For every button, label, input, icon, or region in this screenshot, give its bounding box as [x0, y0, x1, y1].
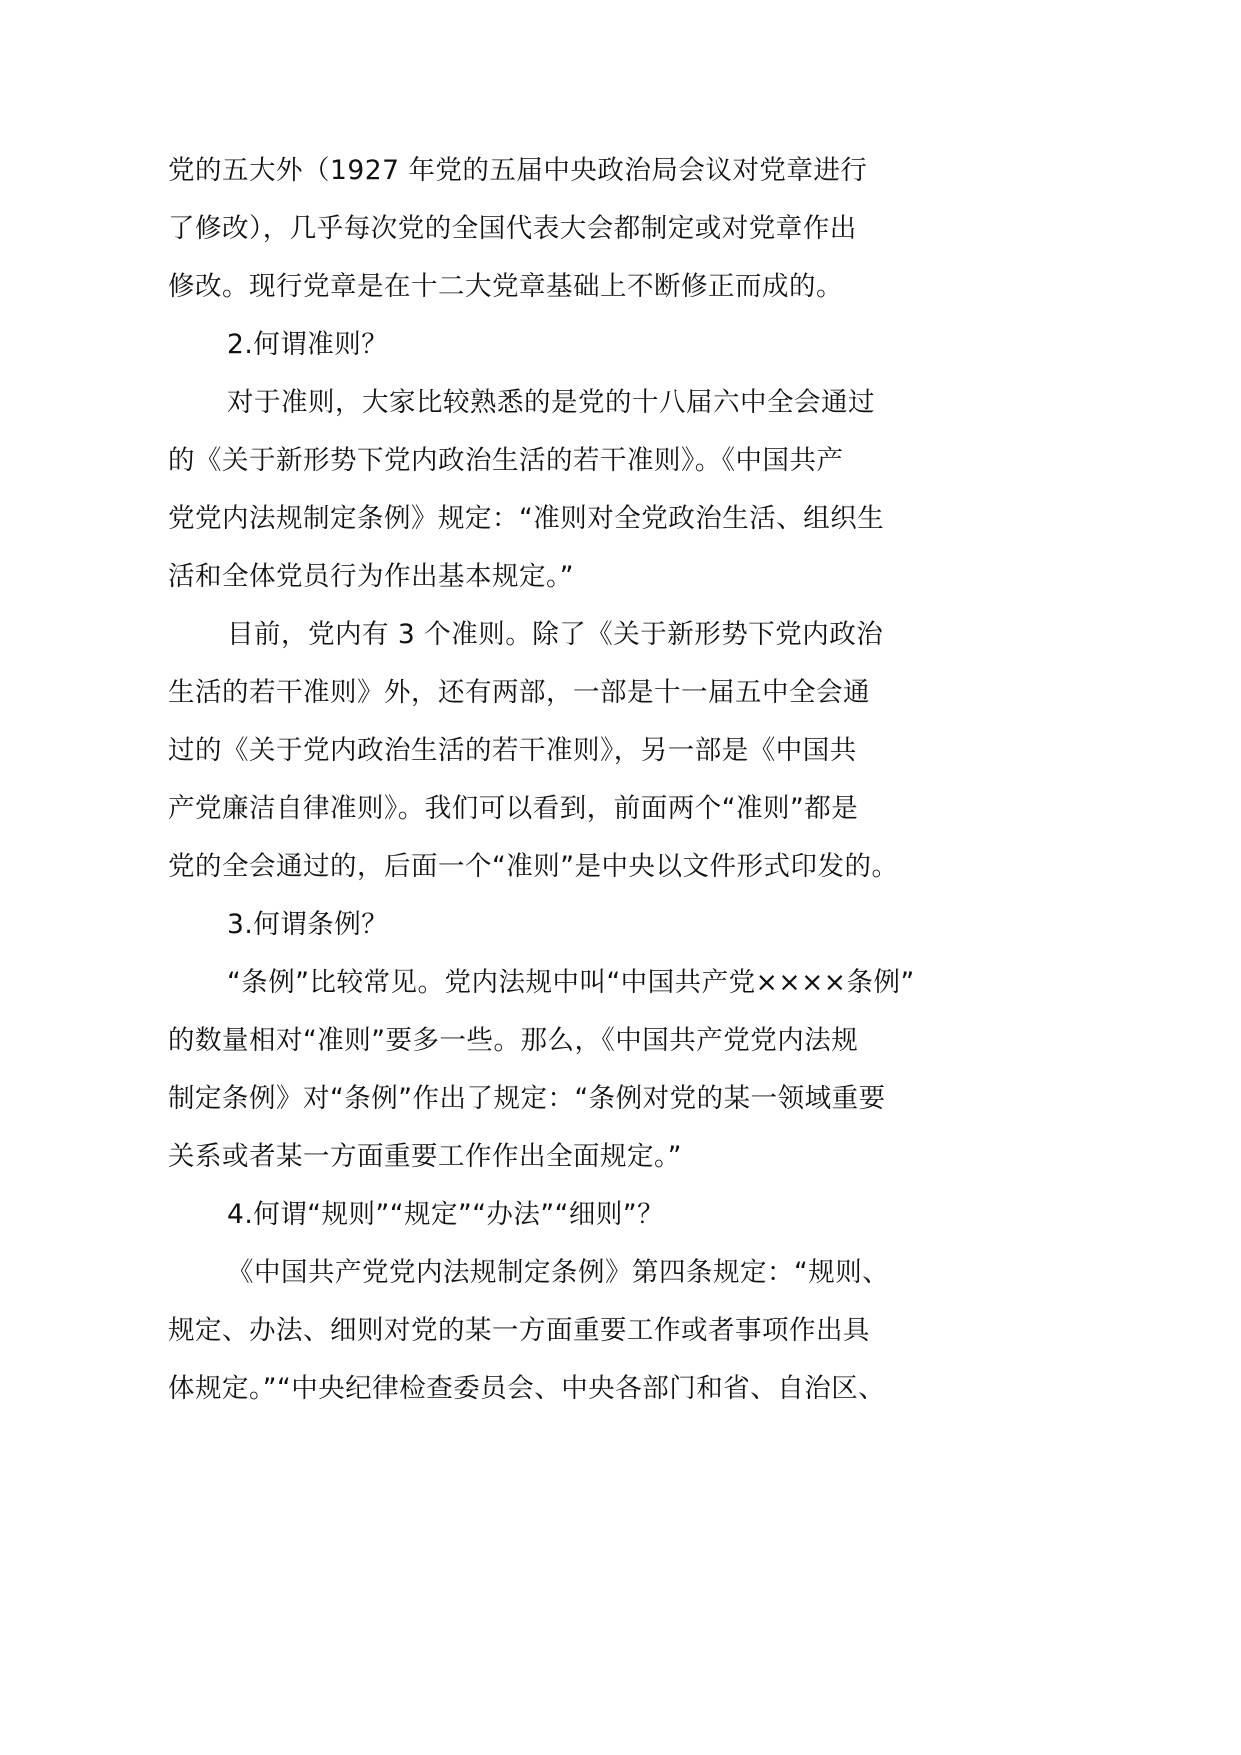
paragraph-start: 目前，党内有 3 个准则。除了《关于新形势下党内政治 [227, 619, 884, 650]
body-line: 过的《关于党内政治生活的若干准则》，另一部是《中国共 [168, 735, 857, 766]
body-line: 党党内法规制定条例》规定：“准则对全党政治生活、组织生 [168, 503, 885, 534]
section-heading: 3.何谓条例？ [227, 909, 389, 940]
paragraph-start: “条例”比较常见。党内法规中叫“中国共产党××××条例” [227, 967, 915, 998]
document-body [168, 142, 948, 1418]
section-heading: 2.何谓准则？ [227, 329, 389, 360]
section-heading: 4.何谓“规则”“规定”“办法”“细则”？ [227, 1199, 665, 1230]
body-line: 关系或者某一方面重要工作作出全面规定。” [168, 1141, 682, 1172]
body-line: 修改。现行党章是在十二大党章基础上不断修正而成的。 [168, 271, 843, 302]
body-line: 了修改），几乎每次党的全国代表大会都制定或对党章作出 [168, 213, 857, 244]
body-line: 党的全会通过的，后面一个“准则”是中央以文件形式印发的。 [168, 851, 899, 882]
body-line: 的《关于新形势下党内政治生活的若干准则》。《中国共产 [168, 445, 844, 476]
paragraph-start: 《中国共产党党内法规制定条例》第四条规定：“规则、 [227, 1257, 890, 1288]
body-line: 产党廉洁自律准则》。我们可以看到，前面两个“准则”都是 [168, 793, 859, 824]
paragraph-start: 对于准则，大家比较熟悉的是党的十八届六中全会通过 [227, 387, 875, 418]
body-line: 党的五大外（1927 年党的五届中央政治局会议对党章进行 [168, 155, 868, 186]
body-line: 体规定。”“中央纪律检查委员会、中央各部门和省、自治区、 [168, 1373, 886, 1404]
body-line: 规定、办法、细则对党的某一方面重要工作或者事项作出具 [168, 1315, 870, 1346]
body-line: 生活的若干准则》外，还有两部，一部是十一届五中全会通 [168, 677, 870, 708]
body-line: 活和全体党员行为作出基本规定。” [168, 561, 574, 592]
body-line: 的数量相对“准则”要多一些。那么，《中国共产党党内法规 [168, 1025, 859, 1056]
body-line: 制定条例》对“条例”作出了规定：“条例对党的某一领域重要 [168, 1083, 886, 1114]
